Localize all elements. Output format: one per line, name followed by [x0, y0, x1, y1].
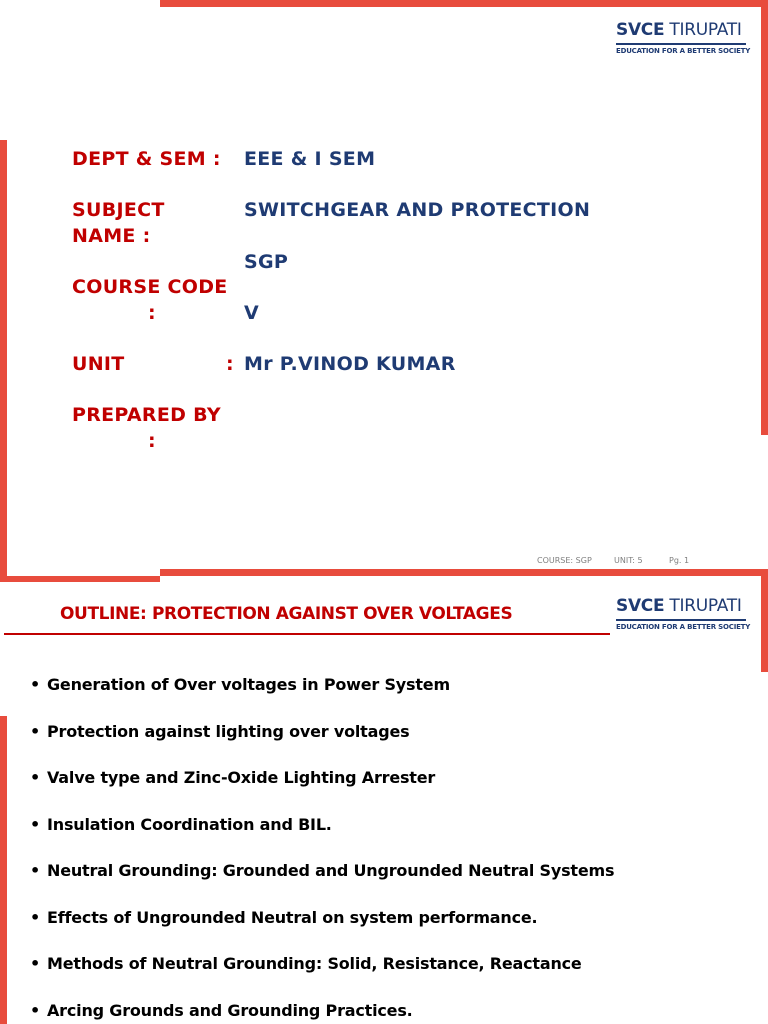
bullet-text: Effects of Ungrounded Neutral on system performance. [47, 907, 538, 927]
bullet-text: Insulation Coordination and BIL. [47, 814, 332, 834]
bullet-marker: • [30, 675, 41, 694]
outline-bullet-list [30, 672, 614, 1024]
logo-divider [616, 43, 746, 45]
outline-slide [0, 576, 768, 1024]
footer-page: Pg. 1 [669, 556, 690, 565]
value-subject-name: SWITCHGEAR AND PROTECTION [244, 199, 591, 221]
bullet-item [30, 719, 614, 766]
logo-tagline: EDUCATION FOR A BETTER SOCIETY [616, 47, 751, 55]
left-red-bar [0, 140, 7, 576]
label-subject-name-2: NAME : [72, 225, 151, 247]
title-underline [4, 633, 610, 635]
bullet-marker: • [30, 1000, 41, 1020]
right-red-bar [761, 0, 768, 435]
logo-divider [616, 619, 746, 621]
bullet-marker: • [30, 861, 41, 880]
bullet-marker: • [30, 721, 41, 741]
logo-tagline: EDUCATION FOR A BETTER SOCIETY [616, 623, 751, 631]
logo-text: SVCE TIRUPATI [616, 20, 742, 40]
bullet-item [30, 905, 614, 952]
left-red-bar [0, 716, 7, 1024]
label-unit: UNIT [72, 353, 125, 375]
bullet-marker: • [30, 907, 41, 927]
bullet-item [30, 765, 614, 812]
svce-logo [616, 20, 756, 55]
value-unit: V [244, 302, 260, 324]
right-red-bar [761, 576, 768, 672]
bullet-item [30, 951, 614, 998]
bullet-text: Neutral Grounding: Grounded and Ungrounded Neutral Systems [47, 861, 615, 880]
bullet-text: Protection against lighting over voltages [47, 721, 410, 741]
footer-unit: UNIT: 5 [614, 556, 643, 565]
slide-title: OUTLINE: PROTECTION AGAINST OVER VOLTAGES [60, 604, 513, 624]
label-subject-name-1: SUBJECT [72, 199, 165, 221]
label-dept-sem: DEPT & SEM : [72, 148, 221, 170]
bullet-marker: • [30, 768, 41, 787]
svce-logo [616, 596, 756, 631]
bullet-item [30, 858, 614, 905]
top-red-bar [160, 0, 768, 7]
label-prepared-by-2: : [148, 430, 156, 452]
bottom-red-bar [160, 569, 768, 576]
bullet-text: Generation of Over voltages in Power System [47, 675, 450, 694]
label-course-code-2: : [148, 302, 156, 324]
top-red-bar [0, 576, 160, 582]
footer-course: COURSE: SGP [537, 556, 592, 565]
bullet-text: Methods of Neutral Grounding: Solid, Resistance, Reactance [47, 954, 582, 973]
bullet-marker: • [30, 954, 41, 973]
label-course-code-1: COURSE CODE [72, 276, 228, 298]
bullet-text: Valve type and Zinc-Oxide Lighting Arrester [47, 768, 436, 787]
bullet-item [30, 998, 614, 1024]
bullet-marker: • [30, 814, 41, 834]
label-prepared-by-1: PREPARED BY [72, 404, 221, 426]
bullet-item [30, 672, 614, 719]
value-course-code: SGP [244, 251, 289, 273]
value-prepared-by: Mr P.VINOD KUMAR [244, 353, 456, 375]
logo-text: SVCE TIRUPATI [616, 596, 742, 616]
bullet-text: Arcing Grounds and Grounding Practices. [47, 1000, 413, 1020]
bullet-item [30, 812, 614, 859]
label-unit-colon: : [226, 353, 234, 375]
value-dept-sem: EEE & I SEM [244, 148, 376, 170]
